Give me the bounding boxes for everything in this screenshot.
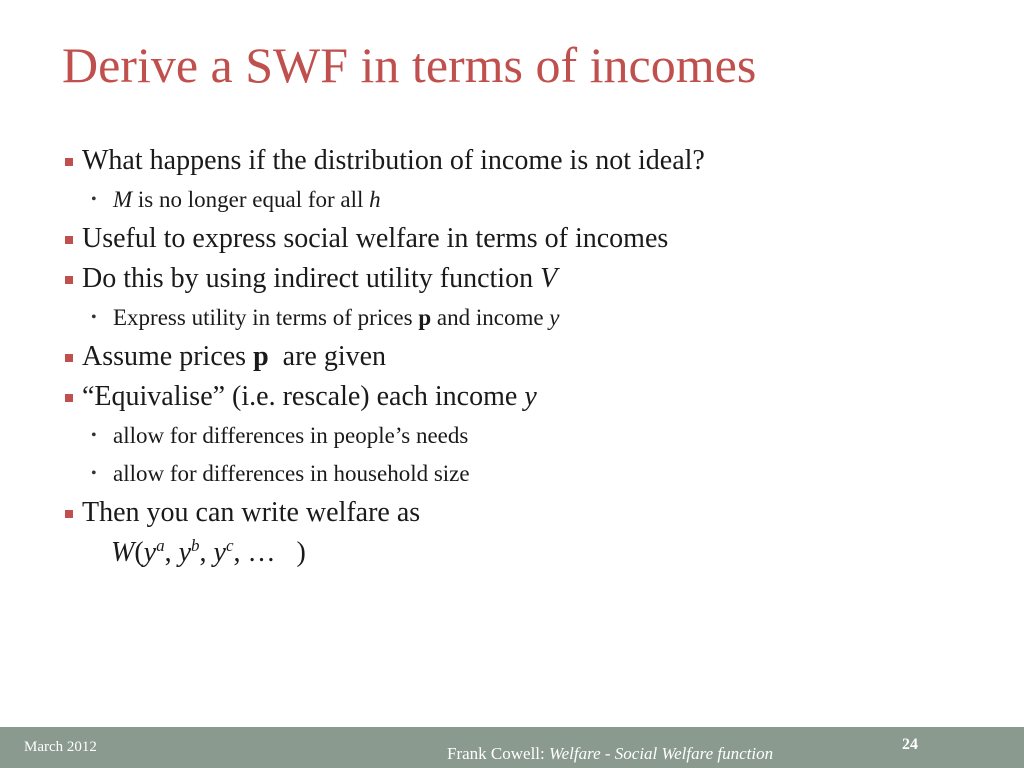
slide-title: Derive a SWF in terms of incomes bbox=[62, 37, 757, 93]
bullet-text: Do this by using indirect utility function bbox=[82, 263, 541, 294]
dot-bullet-icon: • bbox=[91, 191, 97, 208]
bullet-text: are given bbox=[268, 341, 387, 372]
square-bullet-icon bbox=[65, 394, 73, 402]
symbol-y: y bbox=[549, 305, 560, 330]
bullet-text: Assume prices bbox=[82, 341, 254, 372]
symbol-v: V bbox=[540, 263, 558, 294]
square-bullet-icon bbox=[65, 236, 73, 244]
bullet-item bbox=[60, 259, 1000, 299]
formula-w: W bbox=[111, 537, 135, 568]
slide-body bbox=[60, 141, 1000, 573]
dot-bullet-icon: • bbox=[91, 309, 97, 326]
square-bullet-icon bbox=[65, 158, 73, 166]
symbol-m: M bbox=[113, 187, 133, 212]
bullet-text: allow for differences in household size bbox=[113, 461, 470, 486]
formula-y: y bbox=[143, 537, 157, 568]
formula-sep: , bbox=[164, 537, 179, 568]
formula-sup-b: b bbox=[191, 536, 200, 555]
bullet-item bbox=[60, 141, 1000, 181]
dot-bullet-icon: • bbox=[91, 465, 97, 482]
footer-date: March 2012 bbox=[24, 739, 97, 755]
bullet-item bbox=[60, 377, 1000, 417]
bullet-item bbox=[60, 337, 1000, 377]
dot-bullet-icon: • bbox=[91, 427, 97, 444]
bullet-text: Then you can write welfare as bbox=[82, 497, 421, 528]
bullet-text: is no longer equal for all bbox=[132, 187, 370, 212]
symbol-p: p bbox=[253, 341, 269, 372]
formula-sup-a: a bbox=[156, 536, 165, 555]
bullet-item bbox=[60, 219, 1000, 259]
bullet-text: Useful to express social welfare in terms of incomes bbox=[82, 223, 669, 254]
square-bullet-icon bbox=[65, 354, 73, 362]
bullet-text: and income bbox=[431, 305, 550, 330]
formula-ellipsis: , … ) bbox=[233, 537, 306, 568]
formula-paren: ( bbox=[134, 537, 144, 568]
bullet-text: allow for differences in people’s needs bbox=[113, 423, 469, 448]
footer-author bbox=[447, 744, 773, 764]
formula-y: y bbox=[213, 537, 226, 568]
sub-bullet-item bbox=[60, 455, 1000, 493]
slide-footer bbox=[0, 727, 1024, 768]
page-number: 24 bbox=[902, 736, 918, 753]
bullet-text: “Equivalise” (i.e. rescale) each income bbox=[82, 381, 525, 412]
sub-bullet-item bbox=[60, 417, 1000, 455]
welfare-formula bbox=[60, 533, 1000, 573]
symbol-y: y bbox=[524, 381, 537, 412]
sub-bullet-item bbox=[60, 181, 1000, 219]
square-bullet-icon bbox=[65, 276, 73, 284]
formula-sep: , bbox=[199, 537, 214, 568]
bullet-text: Express utility in terms of prices bbox=[113, 305, 419, 330]
symbol-p: p bbox=[418, 305, 432, 330]
bullet-text: What happens if the distribution of income is not ideal? bbox=[82, 145, 705, 176]
footer-author-name: Frank Cowell: bbox=[447, 744, 549, 763]
sub-bullet-item bbox=[60, 299, 1000, 337]
formula-y: y bbox=[178, 537, 192, 568]
footer-topic: Welfare - Social Welfare function bbox=[549, 744, 774, 763]
bullet-item bbox=[60, 493, 1000, 533]
square-bullet-icon bbox=[65, 510, 73, 518]
symbol-h: h bbox=[369, 187, 381, 212]
formula-sup-c: c bbox=[225, 536, 234, 555]
